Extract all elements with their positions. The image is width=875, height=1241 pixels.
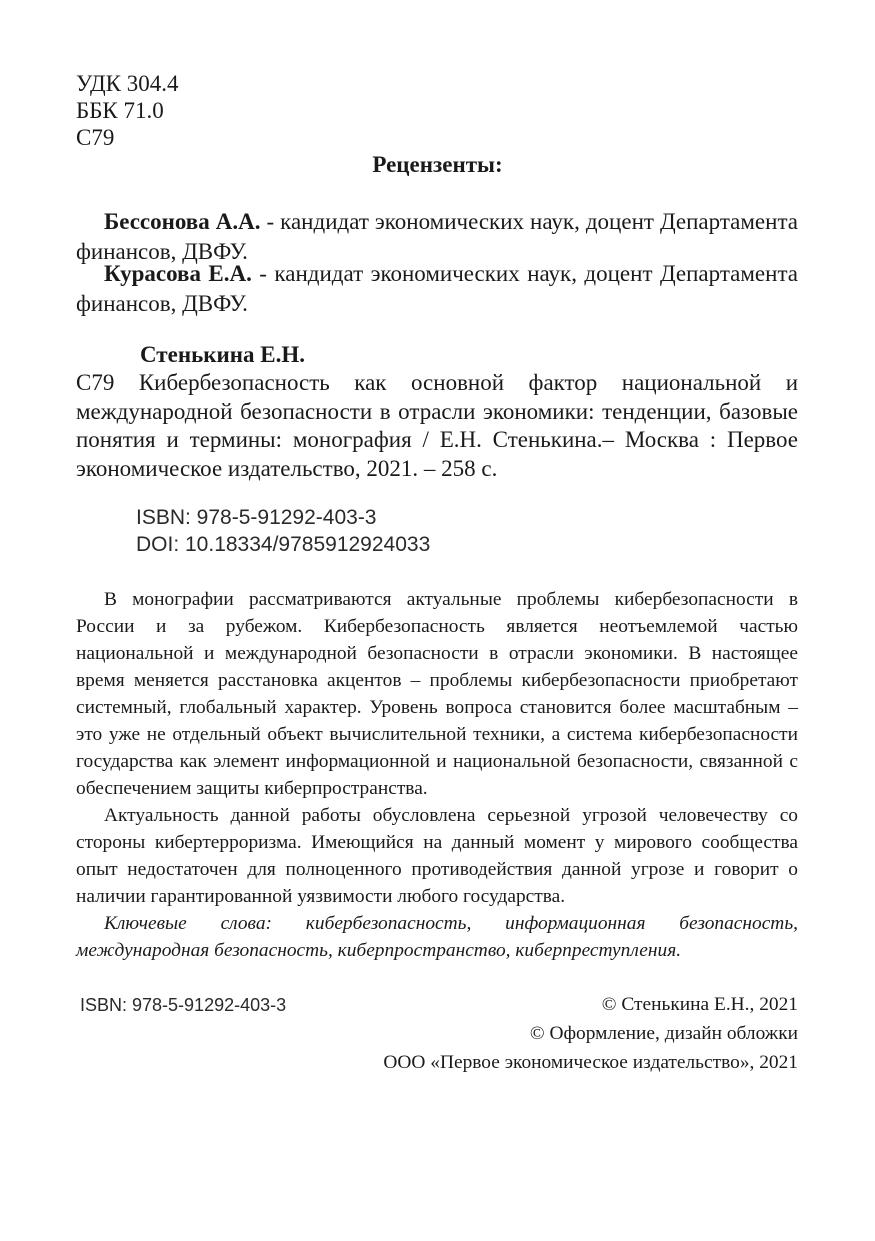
udk-code: УДК 304.4: [76, 71, 179, 96]
doi-number: DOI: 10.18334/9785912924033: [136, 533, 431, 556]
isbn-number: ISBN: 978-5-91292-403-3: [136, 506, 377, 529]
author-sign: С79: [76, 125, 115, 150]
reviewer-name: Курасова Е.А.: [104, 261, 252, 286]
classification-block: [76, 70, 179, 151]
abstract-paragraph: В монографии рассматриваются актуальные проблемы кибербезопасности в России и за рубежом. Кибербезопасность является неотъемлемой частью национальной и международной безопасности в отрасли экономики. В настоящее время меняется расстановка акцентов – проблемы кибербезопасности приобретают системный, глобальный характер. Уровень вопроса становится более масштабным – это уже не отдельный объект вычислительной техники, а система кибербезопасности государства как элемент информационной и национальной безопасности, связанной с обеспечением защиты киберпространства.: [76, 589, 798, 799]
reviewer-entry: [76, 207, 798, 267]
abstract-block: [76, 586, 798, 964]
identifiers-block: [136, 504, 430, 558]
copyright-author: © Стенькина Е.Н., 2021: [601, 994, 798, 1015]
footer-isbn: ISBN: 978-5-91292-403-3: [80, 995, 287, 1015]
reviewers-heading: Рецензенты:: [372, 152, 503, 177]
copyright-block: [383, 990, 798, 1077]
keywords: Ключевые слова: кибербезопасность, информационная безопасность, международная безопасность, киберпространство, киберпреступления.: [76, 913, 798, 961]
reviewer-entry: [76, 259, 798, 319]
copyright-design: © Оформление, дизайн обложки: [529, 1023, 798, 1044]
book-author: Стенькина Е.Н.: [140, 342, 305, 367]
copyright-publisher: ООО «Первое экономическое издательство», 2021: [383, 1052, 798, 1073]
reviewer-description: - кандидат экономических наук, доцент Департамента финансов, ДВФУ.: [76, 209, 798, 264]
abstract-paragraph: Актуальность данной работы обусловлена серьезной угрозой человечеству со стороны кибертерроризма. Имеющийся на данный момент у мирового сообщества опыт недостаточен для полноценного противодействия данной угрозе и говорит о наличии гарантированной уязвимости любого государства.: [76, 805, 798, 907]
bbk-code: ББК 71.0: [76, 98, 164, 123]
bibliographic-description: С79 Кибербезопасность как основной фактор национальной и международной безопасности в отрасли экономики: тенденции, базовые понятия и термины: монография / Е.Н. Стенькина.– Москва : Первое экономическое издательство, 2021. – 258 с.: [76, 370, 798, 481]
reviewer-name: Бессонова А.А.: [104, 209, 261, 234]
reviewer-description: - кандидат экономических наук, доцент Департамента финансов, ДВФУ.: [76, 261, 798, 316]
